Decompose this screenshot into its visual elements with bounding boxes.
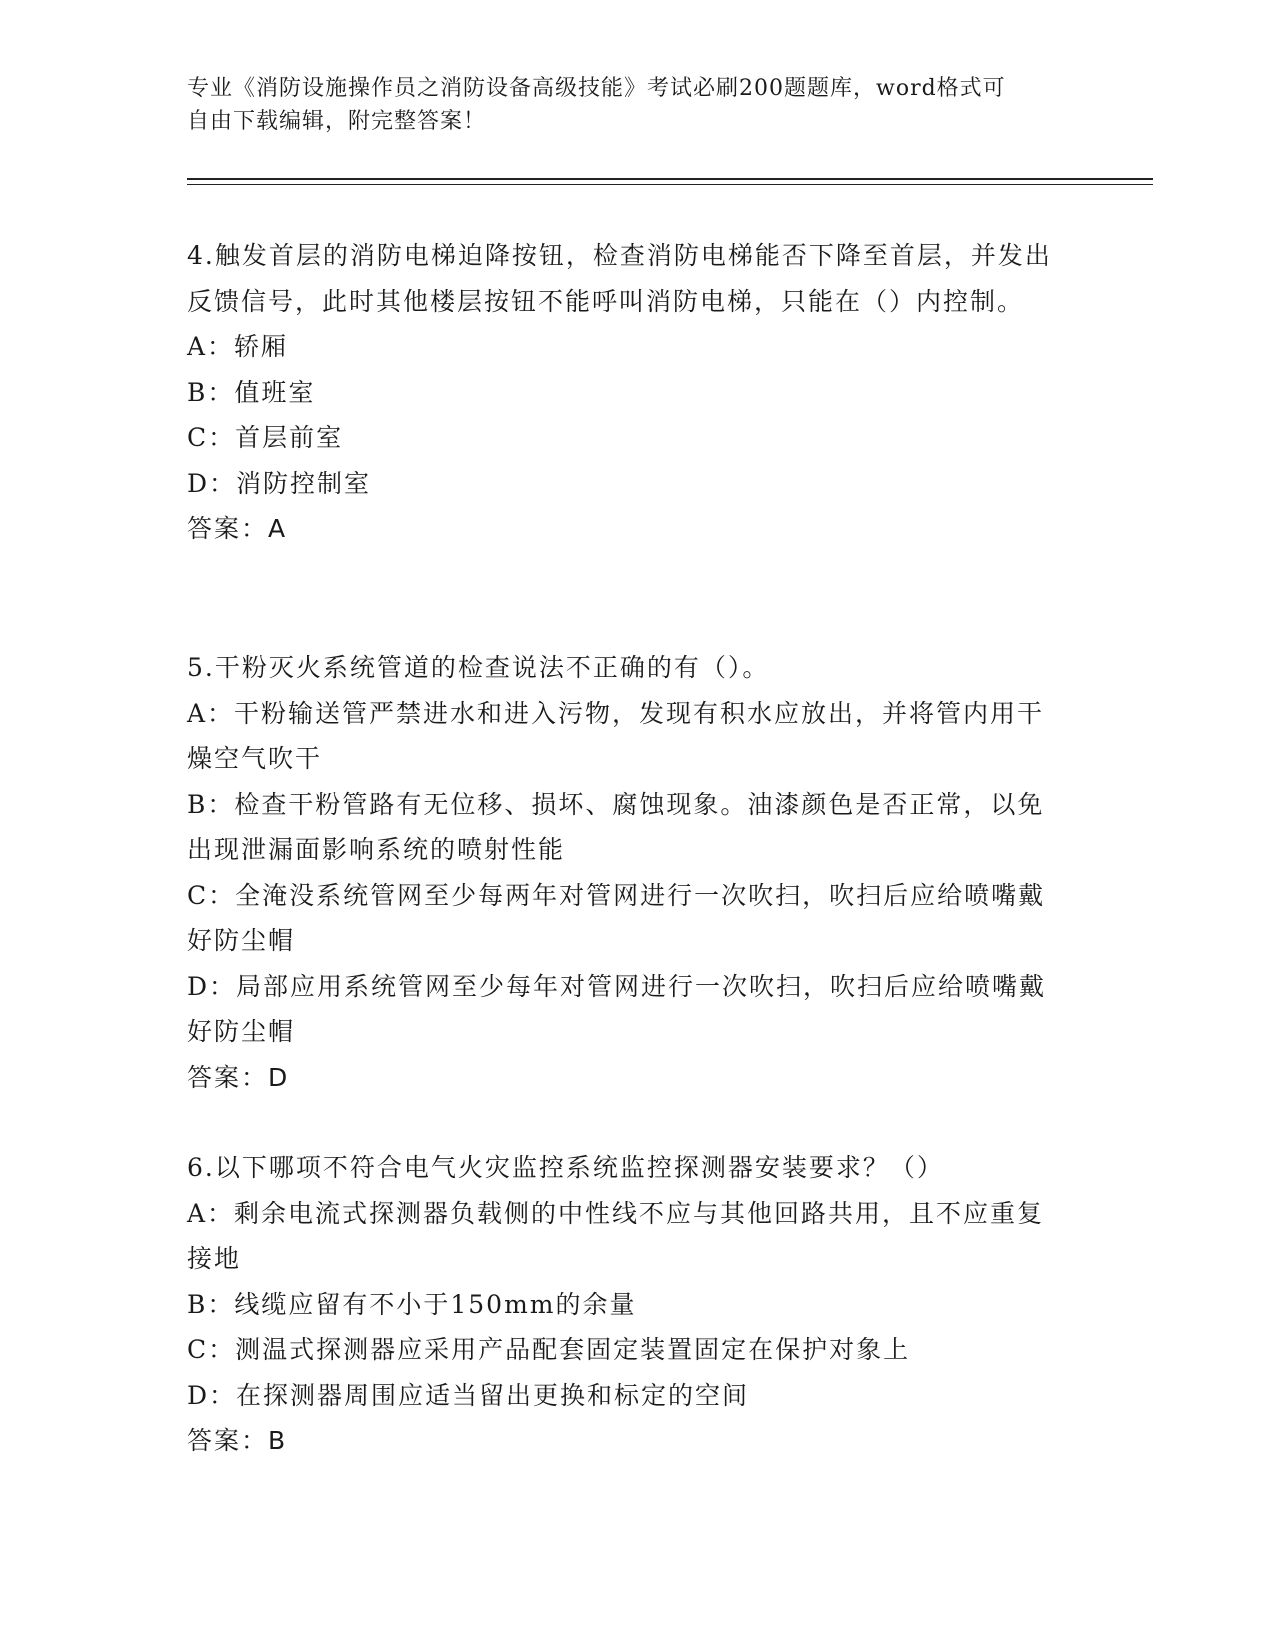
question-stem: 4.触发首层的消防电梯迫降按钮，检查消防电梯能否下降至首层，并发出反馈信号，此时其他楼层按钮不能呼叫消防电梯，只能在（）内控制。: [187, 241, 1052, 316]
header-divider-top: [187, 178, 1153, 180]
question-4: [187, 233, 1067, 552]
answer-line: 答案：B: [187, 1426, 288, 1455]
option-d: D：消防控制室: [187, 468, 372, 498]
question-5: [187, 645, 1067, 1100]
option-c: C：全淹没系统管网至少每两年对管网进行一次吹扫，吹扫后应给喷嘴戴好防尘帽: [187, 880, 1046, 955]
question-stem: 5.干粉灭火系统管道的检查说法不正确的有（）。: [187, 653, 770, 682]
question-6: [187, 1145, 1067, 1464]
header-divider-bottom: [187, 184, 1153, 185]
answer-line: 答案：A: [187, 514, 288, 543]
option-a: A：干粉输送管严禁进水和进入污物，发现有积水应放出，并将管内用干燥空气吹干: [187, 698, 1045, 773]
answer-line: 答案：D: [187, 1062, 290, 1092]
option-c: C：测温式探测器应采用产品配套固定装置固定在保护对象上: [187, 1335, 911, 1364]
option-d: D：局部应用系统管网至少每年对管网进行一次吹扫，吹扫后应给喷嘴戴好防尘帽: [187, 971, 1047, 1046]
option-a: A：剩余电流式探测器负载侧的中性线不应与其他回路共用，且不应重复接地: [187, 1198, 1045, 1273]
option-c: C：首层前室: [187, 423, 344, 452]
question-stem: 6.以下哪项不符合电气火灾监控系统监控探测器安装要求？（）: [187, 1153, 944, 1182]
document-header: [187, 72, 1067, 138]
option-d: D：在探测器周围应适当留出更换和标定的空间: [187, 1380, 750, 1410]
option-a: A：轿厢: [187, 332, 289, 361]
option-b: B：线缆应留有不小于150mm的余量: [187, 1289, 637, 1319]
header-line-1: 专业《消防设施操作员之消防设备高级技能》考试必刷200题题库，word格式可: [187, 76, 1006, 101]
option-b: B：值班室: [187, 377, 316, 407]
header-line-2: 自由下载编辑，附完整答案！: [187, 109, 487, 134]
option-b: B：检查干粉管路有无位移、损坏、腐蚀现象。油漆颜色是否正常，以免出现泄漏面影响系统的喷射性能: [187, 789, 1045, 864]
